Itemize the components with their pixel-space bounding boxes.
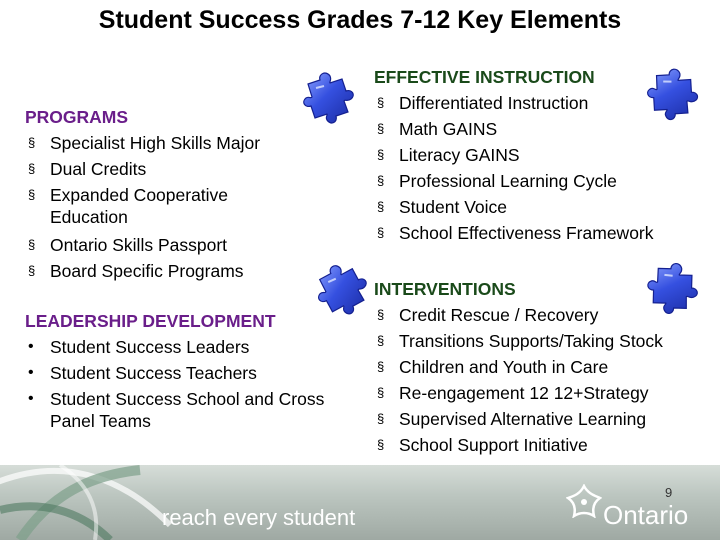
bullet-marker: •: [28, 364, 34, 381]
leadership-section: [25, 308, 325, 432]
ontario-trillium-logo: [566, 484, 602, 518]
list-item: § Student Voice: [374, 194, 714, 220]
list-item: • Student Success Teachers: [25, 360, 325, 386]
bullet-marker: §: [28, 187, 36, 202]
bullet-marker: §: [377, 121, 385, 136]
puzzle-piece-icon: [640, 64, 702, 126]
list-item: § Credit Rescue / Recovery: [374, 302, 714, 328]
instruction-heading: EFFECTIVE INSTRUCTION: [374, 67, 595, 87]
bullet-marker: §: [377, 147, 385, 162]
bullet-marker: •: [28, 390, 34, 407]
leadership-list: [25, 334, 325, 432]
programs-heading: PROGRAMS: [25, 107, 129, 127]
programs-list: [25, 130, 305, 284]
list-item: § Supervised Alternative Learning: [374, 406, 714, 432]
list-item: § Expanded Cooperative Education: [28, 185, 229, 227]
list-item: § Literacy GAINS: [374, 142, 714, 168]
bullet-marker: §: [377, 333, 385, 348]
interventions-heading: INTERVENTIONS: [374, 279, 516, 299]
footer-tagline: reach every student: [162, 505, 356, 530]
programs-section: [25, 104, 305, 284]
list-item: • Student Success Leaders: [25, 334, 325, 360]
list-item: • Student Success School and Cross Panel Teams: [28, 389, 325, 431]
interventions-list: [374, 302, 714, 458]
puzzle-piece-icon: [310, 260, 372, 322]
list-item: § Re-engagement 12 12+Strategy: [374, 380, 714, 406]
list-item: § Specialist High Skills Major: [25, 130, 305, 156]
leadership-heading: LEADERSHIP DEVELOPMENT: [25, 311, 276, 331]
bullet-marker: §: [28, 263, 36, 278]
list-item: § Professional Learning Cycle: [374, 168, 714, 194]
bullet-marker: §: [28, 135, 36, 150]
page-number: 9: [665, 485, 673, 500]
bullet-marker: §: [28, 237, 36, 252]
list-item: § Math GAINS: [374, 116, 714, 142]
list-item: § Board Specific Programs: [25, 258, 305, 284]
ontario-logo-text: Ontario: [603, 500, 689, 530]
list-item: § School Support Initiative: [374, 432, 714, 458]
bullet-marker: §: [377, 199, 385, 214]
slide-title: Student Success Grades 7-12 Key Elements: [98, 6, 622, 34]
bullet-marker: §: [377, 173, 385, 188]
list-item: § Differentiated Instruction: [374, 90, 714, 116]
puzzle-piece-icon: [296, 68, 358, 130]
bullet-marker: •: [28, 338, 34, 355]
bullet-marker: §: [377, 359, 385, 374]
list-item: § Children and Youth in Care: [374, 354, 714, 380]
bullet-marker: §: [377, 411, 385, 426]
bullet-marker: §: [377, 225, 385, 240]
bullet-marker: §: [28, 161, 36, 176]
bullet-marker: §: [377, 307, 385, 322]
puzzle-piece-icon: [640, 258, 702, 320]
bullet-marker: §: [377, 385, 385, 400]
list-item: § Transitions Supports/Taking Stock: [374, 328, 714, 354]
bullet-marker: §: [377, 95, 385, 110]
list-item: § Ontario Skills Passport: [25, 232, 305, 258]
list-item: § Dual Credits: [25, 156, 305, 182]
bullet-marker: §: [377, 437, 385, 452]
list-item: § School Effectiveness Framework: [374, 220, 714, 246]
